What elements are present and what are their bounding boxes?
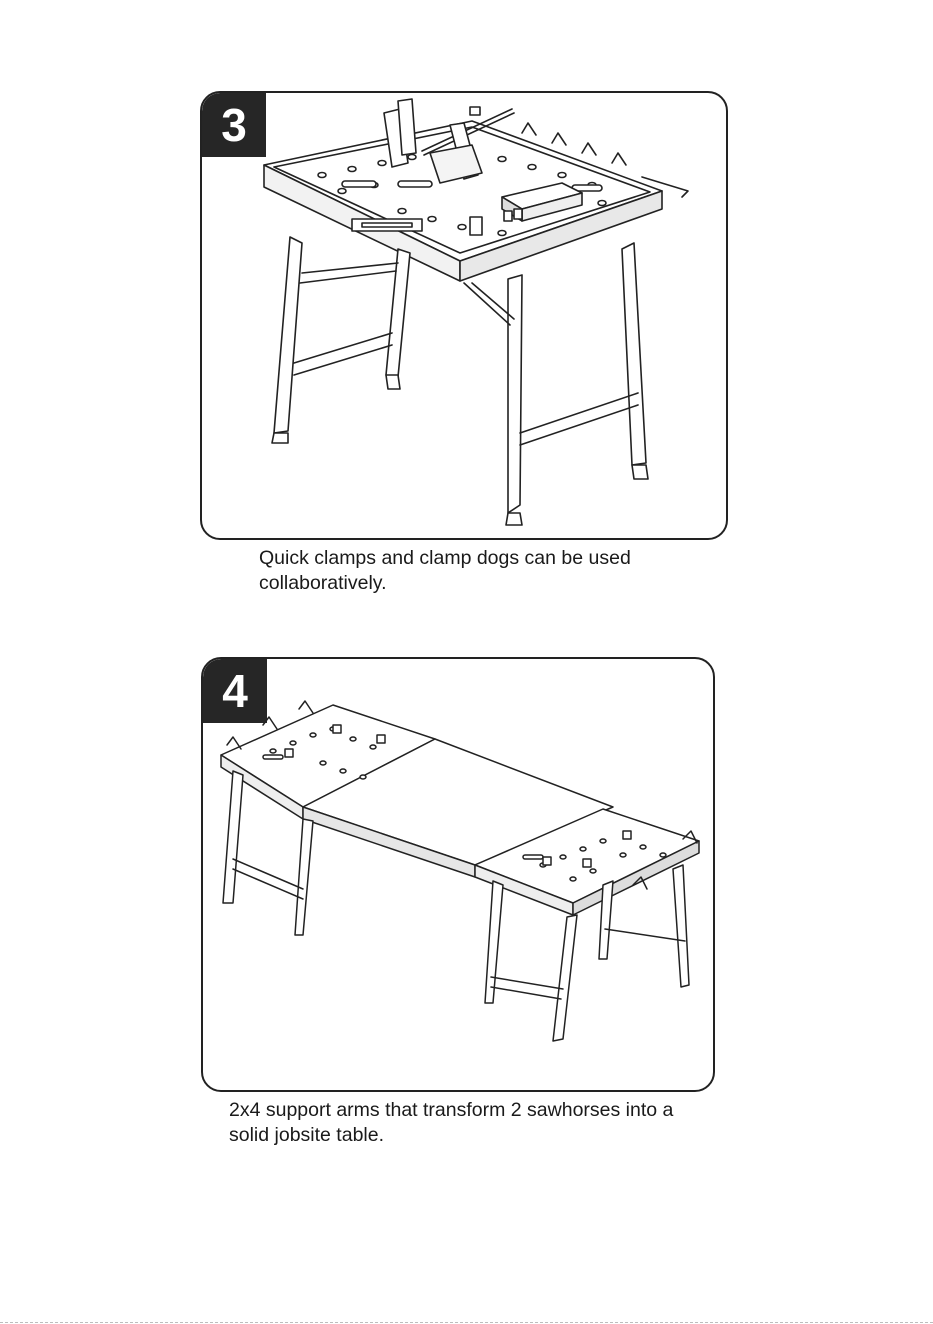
step-3-panel bbox=[200, 91, 728, 540]
drawer-handle bbox=[352, 219, 422, 231]
step-number-badge: 3 bbox=[202, 93, 266, 157]
step-4-panel bbox=[201, 657, 715, 1092]
step-number-badge: 4 bbox=[203, 659, 267, 723]
step-3-caption: Quick clamps and clamp dogs can be used collaboratively. bbox=[259, 547, 631, 594]
step-4-caption: 2x4 support arms that transform 2 sawhorses into a solid jobsite table. bbox=[229, 1099, 674, 1146]
sawhorse-table-illustration bbox=[203, 659, 713, 1090]
workbench-clamps-illustration bbox=[202, 93, 726, 538]
